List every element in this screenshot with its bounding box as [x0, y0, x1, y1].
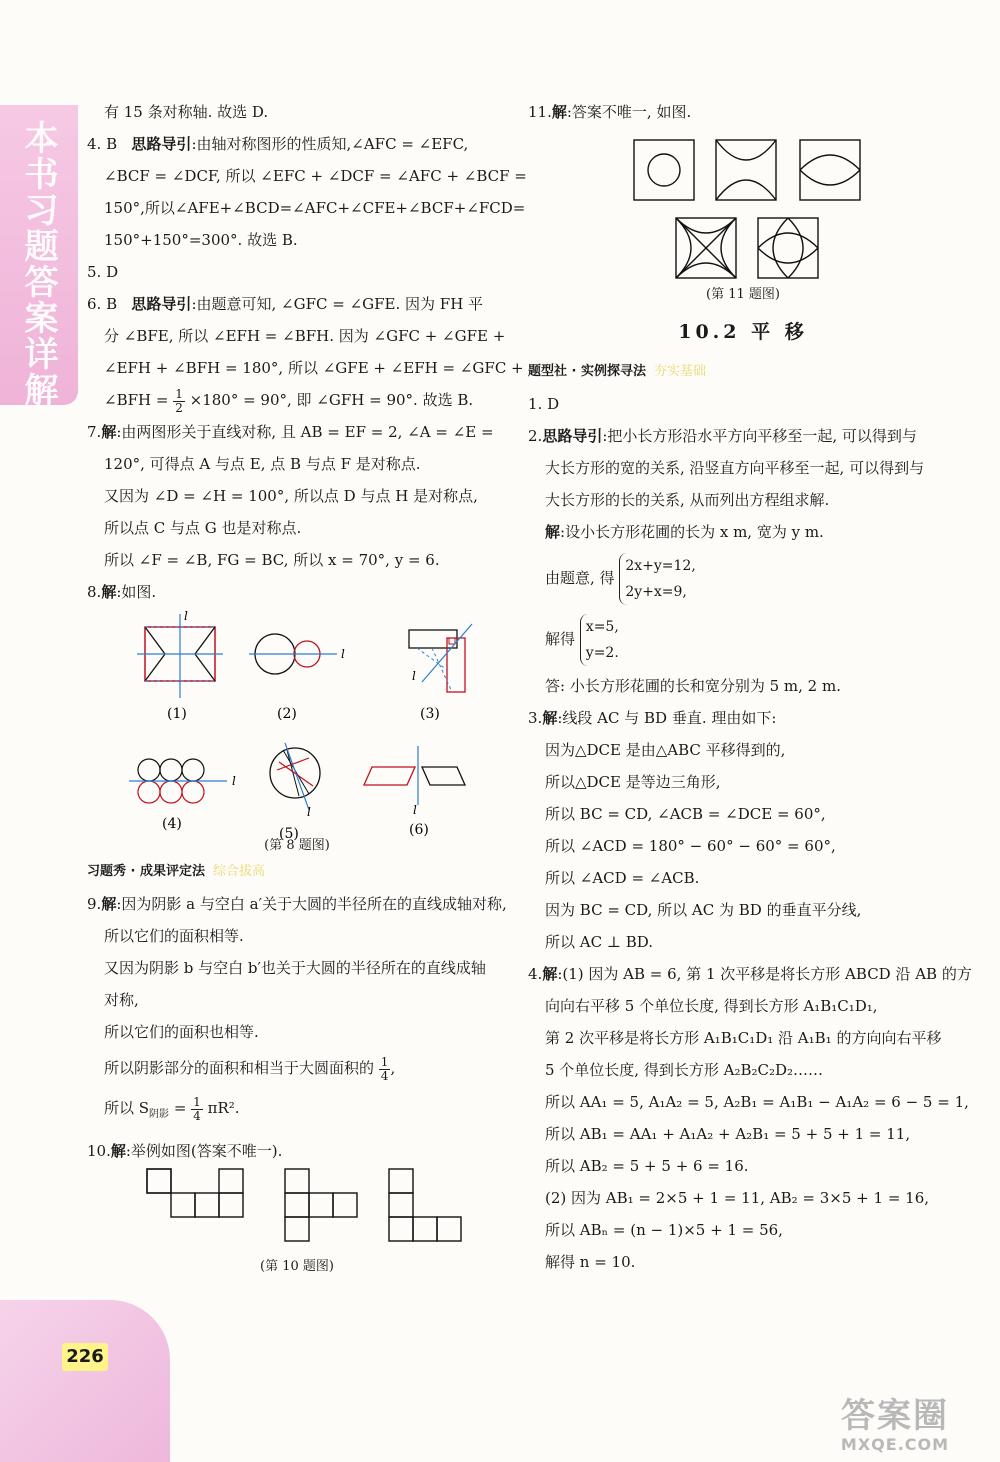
text: :由两图形关于直线对称, 且 AB = EF = 2, ∠A = ∠E =: [116, 423, 494, 441]
text-line: 向向右平移 5 个单位长度, 得到长方形 A₁B₁C₁D₁,: [545, 997, 878, 1015]
text-line: 150°,所以∠AFE+∠BCD=∠AFC+∠CFE+∠BCF+∠FCD=: [104, 199, 526, 217]
r1: 1. D: [528, 395, 560, 413]
figure-11: [528, 134, 948, 284]
q-label: 9.: [87, 895, 102, 913]
text-line: 对称,: [104, 991, 139, 1009]
text-line: 所以△DCE 是等边三角形,: [545, 773, 721, 791]
text-line: 因为△DCE 是由△ABC 平移得到的,: [545, 741, 786, 759]
equation-system-2: [528, 608, 958, 670]
text: ∠BFH =: [104, 391, 169, 409]
text-line: 所以 ∠ACD = ∠ACB.: [545, 869, 700, 887]
q-label: 10.: [87, 1142, 111, 1160]
brace: [580, 614, 619, 666]
text: :答案不唯一, 如图.: [566, 103, 692, 121]
text: 解得: [545, 630, 576, 648]
brace: [619, 553, 695, 605]
text-line: 所以它们的面积也相等.: [104, 1023, 259, 1041]
watermark-url: MXQE.COM: [840, 1435, 950, 1454]
fig8-5: [270, 743, 320, 842]
fig-label: (3): [420, 706, 440, 722]
q9: [87, 888, 507, 920]
q-label: 6. B: [87, 295, 118, 313]
fraction: [379, 1056, 391, 1083]
q5: 5. D: [87, 263, 119, 281]
fig-label: (5): [279, 826, 299, 842]
subscript: 阴影: [149, 1109, 170, 1120]
jie-label: 解: [545, 523, 561, 541]
equation: 2x+y=12,: [625, 558, 696, 574]
side-tab-label: 本书习题答案详解: [18, 120, 58, 408]
r4: [528, 958, 972, 990]
numerator: 1: [175, 386, 183, 401]
text-line: 150°+150°=300°. 故选 B.: [104, 231, 298, 249]
text-line: 5 个单位长度, 得到长方形 A₂B₂C₂D₂……: [545, 1061, 824, 1079]
q-label: 11.: [528, 103, 552, 121]
fig-label: (4): [162, 816, 182, 832]
text-line: 所以 AC ⊥ BD.: [545, 933, 654, 951]
guide-label: 思路导引: [131, 295, 192, 313]
r3: [528, 702, 958, 734]
page-number: 226: [62, 1343, 108, 1371]
text-line: 所以 ABₙ = (n − 1)×5 + 1 = 56,: [545, 1221, 783, 1239]
equation-system-1: [528, 548, 958, 608]
text-line: 所以 BC = CD, ∠ACB = ∠DCE = 60°,: [545, 805, 826, 823]
text: :由轴对称图形的性质知,∠AFC = ∠EFC,: [191, 135, 469, 153]
watermark: [800, 1396, 990, 1456]
section-tag: 综合拔高: [213, 864, 266, 879]
text-line: 又因为 ∠D = ∠H = 100°, 所以点 D 与点 H 是对称点,: [104, 487, 478, 505]
right-column: [528, 96, 972, 1278]
q6: [87, 288, 507, 320]
text-line: 因为 BC = CD, 所以 AC 为 BD 的垂直平分线,: [545, 901, 862, 919]
figure-caption: (第 11 题图): [706, 287, 780, 302]
jie-label: 解: [542, 965, 558, 983]
q4: [87, 128, 507, 160]
q-label: 4.: [528, 965, 543, 983]
q-label: 2.: [528, 427, 543, 445]
text: :如图.: [116, 583, 157, 601]
numerator: 1: [193, 1094, 201, 1109]
jie-label: 解: [110, 1142, 126, 1160]
guide-label: 思路导引: [542, 427, 603, 445]
text: 所以 S: [104, 1099, 150, 1117]
text: :由题意可知, ∠GFC = ∠GFE. 因为 FH 平: [191, 295, 484, 313]
text-line: [87, 1048, 507, 1088]
text: πR².: [207, 1099, 240, 1117]
jie-label: 解: [101, 583, 117, 601]
equation: y=2.: [585, 645, 619, 661]
fig8-3: [409, 624, 472, 722]
text: :把小长方形沿水平方向平移至一起, 可以得到与: [602, 427, 917, 445]
text: :因为阴影 a 与空白 a′关于大圆的半径所在的直线成轴对称,: [116, 895, 507, 913]
text-line: 分 ∠BFE, 所以 ∠EFH = ∠BFH. 因为 ∠GFC + ∠GFE +: [104, 327, 506, 345]
text-line: 大长方形的宽的关系, 沿竖直方向平移至一起, 可以得到与: [545, 459, 925, 477]
text-line: ∠BCF = ∠DCF, 所以 ∠EFC + ∠DCF = ∠AFC + ∠BCF =: [104, 167, 527, 185]
line-l-label: l: [307, 805, 311, 819]
text-line: 所以 AB₂ = 5 + 5 + 6 = 16.: [545, 1157, 749, 1175]
figure-caption: (第 8 题图): [264, 838, 330, 853]
denominator: 2: [175, 400, 183, 415]
jie-label: 解: [551, 103, 567, 121]
text-line: (2) 因为 AB₁ = 2×5 + 1 = 11, AB₂ = 3×5 + 1 = 16,: [545, 1189, 930, 1207]
text-line: 所以 ∠F = ∠B, FG = BC, 所以 x = 70°, y = 6.: [104, 551, 440, 569]
text-line: 所以 AA₁ = 5, A₁A₂ = 5, A₂B₁ = A₁B₁ − A₁A₂ = 6 − 5 = 1,: [545, 1093, 969, 1111]
line-l-label: l: [341, 647, 345, 661]
text: :线段 AC 与 BD 垂直. 理由如下:: [557, 709, 777, 727]
text-line: 解得 n = 10.: [545, 1253, 636, 1271]
fig8-1: [137, 610, 223, 722]
text: :举例如图(答案不唯一).: [125, 1142, 283, 1160]
q-label: 7.: [87, 423, 102, 441]
equation: 2y+x=9,: [625, 584, 687, 600]
corner-decoration: [0, 1300, 170, 1462]
fraction: [191, 1096, 203, 1123]
section-tag: 夯实基础: [654, 364, 707, 379]
text: ,: [390, 1059, 396, 1077]
denominator: 4: [193, 1108, 201, 1123]
q8: [87, 576, 507, 608]
jie-label: 解: [101, 423, 117, 441]
figure-caption: (第 10 题图): [260, 1259, 334, 1274]
text: =: [169, 1099, 187, 1117]
fraction: [173, 388, 185, 415]
text-line: 所以 ∠ACD = 180° − 60° − 60° = 60°,: [545, 837, 836, 855]
text: 由题意, 得: [545, 569, 615, 587]
text-line: [87, 1088, 507, 1135]
section-title: 题型社 · 实例探寻法: [528, 364, 646, 379]
text-line: 所以点 C 与点 G 也是对称点.: [104, 519, 302, 537]
text-line: 第 2 次平移是将长方形 A₁B₁C₁D₁ 沿 A₁B₁ 的方向向右平移: [545, 1029, 942, 1047]
left-column: [87, 96, 527, 1277]
text-line: 所以 AB₁ = AA₁ + A₁A₂ + A₂B₁ = 5 + 5 + 1 = 11,: [545, 1125, 911, 1143]
line-l-label: l: [413, 803, 417, 817]
fig-label: (6): [409, 822, 429, 838]
text: :(1) 因为 AB = 6, 第 1 次平移是将长方形 ABCD 沿 AB 的方: [557, 965, 972, 983]
text-line: 答: 小长方形花圃的长和宽分别为 5 m, 2 m.: [545, 677, 841, 695]
line-l-label: l: [412, 669, 416, 683]
q10: [87, 1135, 507, 1167]
fig8-6: [364, 746, 465, 838]
section-header: [87, 856, 507, 888]
section-title: 10.2 平 移: [678, 321, 808, 343]
fig-label: (1): [167, 706, 187, 722]
q-label: 4. B: [87, 135, 118, 153]
r2: [528, 420, 958, 452]
text-line: 大长方形的长的关系, 从而列出方程组求解.: [545, 491, 830, 509]
section-title: 习题秀 · 成果评定法: [87, 864, 205, 879]
q-label: 3.: [528, 709, 543, 727]
text-line: 120°, 可得点 A 与点 E, 点 B 与点 F 是对称点.: [104, 455, 421, 473]
equation: x=5,: [585, 619, 619, 635]
fig-label: (2): [277, 706, 297, 722]
text-line: [87, 384, 507, 416]
text-line: [528, 516, 958, 548]
text: ×180° = 90°, 即 ∠GFH = 90°. 故选 B.: [189, 391, 474, 409]
watermark-logo-text: 答案圈: [841, 1396, 949, 1436]
text: 所以阴影部分的面积和相当于大圆面积的: [104, 1059, 375, 1077]
text-line: 所以它们的面积相等.: [104, 927, 244, 945]
figure-10: [87, 1167, 487, 1257]
q-label: 8.: [87, 583, 102, 601]
jie-label: 解: [542, 709, 558, 727]
text-line: 又因为阴影 b 与空白 b′也关于大圆的半径所在的直线成轴: [104, 959, 486, 977]
q11: [528, 96, 958, 128]
line-l-label: l: [184, 610, 188, 623]
fig8-2: [249, 634, 345, 722]
denominator: 4: [380, 1068, 389, 1083]
guide-label: 思路导引: [131, 135, 192, 153]
fig8-4: [129, 759, 236, 832]
line-l-label: l: [232, 774, 236, 788]
text-line: ∠EFH + ∠BFH = 180°, 所以 ∠GFE + ∠EFH = ∠GFC +: [104, 359, 524, 377]
text-line: 有 15 条对称轴. 故选 D.: [104, 103, 269, 121]
numerator: 1: [380, 1054, 389, 1069]
q7: [87, 416, 507, 448]
section-header: [528, 356, 958, 388]
text: :设小长方形花圃的长为 x m, 宽为 y m.: [560, 523, 824, 541]
jie-label: 解: [101, 895, 117, 913]
figure-8: [87, 610, 487, 860]
